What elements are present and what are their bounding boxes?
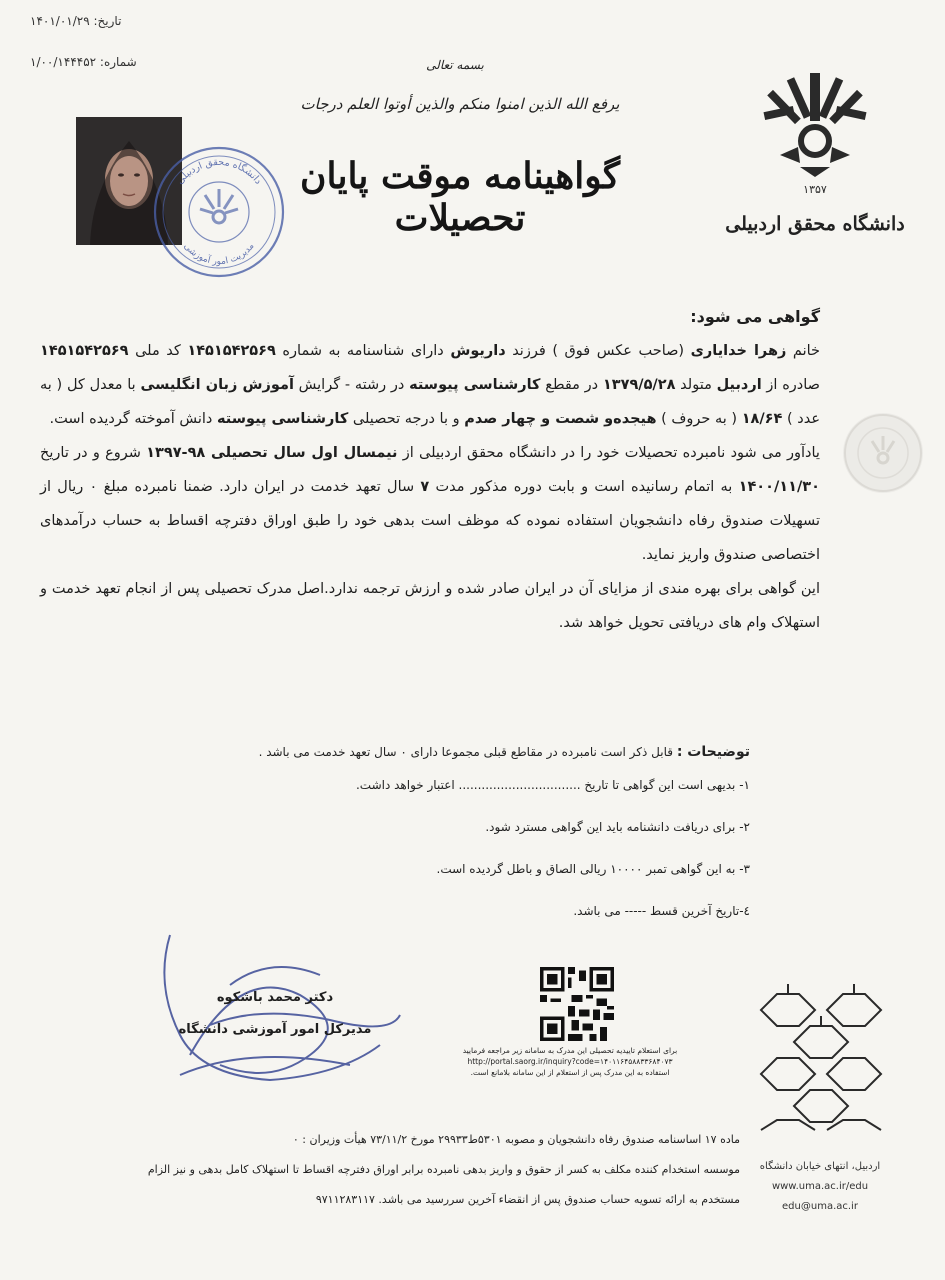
text-segment: کد ملی: [128, 343, 188, 359]
text-segment: و با درجه تحصیلی: [348, 411, 465, 427]
notes-heading: توضیحات :: [676, 744, 750, 760]
end-date: ۱۴۰۰/۱۱/۳۰: [738, 479, 820, 495]
certificate-paragraph-3: این گواهی برای بهره مندی از مزایای آن در ایران صادر شده و ارزش ترجمه ندارد.اصل مدرک تحصیلی پس از انجام تعهد خدمت و استهلاک وام های دریافتی تحویل خواهد شد.: [40, 581, 820, 631]
text-segment: یادآور می شود نامبرده تحصیلات خود را در دانشگاه محقق اردبیلی از: [397, 445, 820, 461]
gpa-words: هیجده‌و شصت و چهار صدم: [464, 411, 657, 427]
degree-level: کارشناسی پیوسته: [217, 411, 349, 427]
service-years: ۷: [420, 479, 430, 495]
date-label: تاریخ:: [93, 14, 122, 28]
student-name: زهرا خدایاری: [690, 343, 787, 359]
university-logo: [725, 65, 905, 255]
text-segment: متولد: [675, 377, 717, 393]
logo-text: دانشگاه محقق اردبیلی: [725, 213, 905, 235]
text-segment: صادره از: [761, 377, 820, 393]
text-segment: با معدل کل ( به عدد ): [40, 377, 820, 427]
note-item: ۲- برای دریافت دانشنامه باید این گواهی مسترد شود.: [485, 820, 750, 834]
note-item: ٤-تاریخ آخرین قسط ----- می باشد.: [573, 904, 750, 918]
svg-text:مدیریت امور آموزشی: [181, 241, 256, 267]
text-segment: به اتمام رسانیده است و بابت دوره مذکور مدت: [429, 479, 739, 495]
university-stamp: [150, 143, 288, 281]
date-value: ۱۴۰۱/۰۱/۲۹: [30, 14, 90, 28]
logo-year: ۱۳۵۷: [803, 183, 827, 196]
text-segment: شروع و در تاریخ: [40, 445, 147, 461]
qr-caption-line: استفاده به این مدرک پس از استعلام از این سامانه بلامانع است.: [470, 1068, 670, 1077]
number-line: [30, 55, 190, 69]
stamp-top-text: دانشگاه محقق اردبیلی: [174, 156, 264, 187]
notes-intro: قابل ذکر است نامبرده در مقاطع قبلی مجموعا دارای ۰ سال تعهد خدمت می باشد .: [258, 745, 673, 759]
number-label: شماره:: [99, 55, 137, 69]
website-link[interactable]: www.uma.ac.ir/edu: [771, 1181, 869, 1192]
footer-line: ماده ۱۷ اساسنامه صندوق رفاه دانشجویان و مصوبه ۵۳۰۱ط۲۹۹۳۳ مورخ ۷۳/۱۱/۲ هیأت وزیران : ۰: [292, 1133, 740, 1146]
date-line: [30, 14, 190, 28]
text-segment: در مقطع: [540, 377, 603, 393]
birth-city: اردبیل: [716, 377, 762, 393]
notes-section: [150, 740, 750, 932]
qr-caption-url: http://portal.saorg.ir/inquiry?code=۱۴۰۱۱۶۴۵۸۸۳۳۶۸۴۰۷۳: [467, 1057, 673, 1066]
note-item: ۳- به این گواهی تمبر ۱۰۰۰۰ ریالی الصاق و باطل گردیده است.: [436, 862, 750, 876]
text-segment: ( به حروف ): [656, 411, 742, 427]
start-term: نیمسال اول سال تحصیلی ۹۸-۱۳۹۷: [146, 445, 398, 461]
certificate-heading: گواهی می شود:: [690, 307, 820, 326]
national-code: ۱۴۵۱۵۴۲۵۶۹: [40, 343, 129, 359]
certificate-paragraph-2: [40, 436, 820, 572]
text-segment: در رشته - گرایش: [293, 377, 410, 393]
number-value: ۱/۰۰/۱۴۴۴۵۲: [30, 55, 97, 69]
quran-verse: یرفع الله الذین امنوا منکم والذین أوتوا العلم درجات: [300, 95, 620, 113]
footer-line: مستخدم به ارائه تسویه حساب صندوق پس از انقضاء آخرین سررسید می باشد. ۹۷۱۱۲۸۳۱۱۷: [315, 1193, 740, 1206]
embossed-seal: [838, 408, 928, 498]
note-item: ۱- بدیهی است این گواهی تا تاریخ ................................ اعتبار خواهد داشت.: [355, 778, 750, 792]
footer-line: موسسه استخدام کننده مکلف به کسر از حقوق و واریز بدهی نامبرده برابر اوراق دفترچه اقساط تا استهلاک کامل بدهی و نیز الزام: [147, 1163, 740, 1176]
text-segment: (صاحب عکس فوق ) فرزند: [505, 343, 691, 359]
stamp-bottom-text: مدیریت امور آموزشی: [181, 241, 257, 268]
signature: [150, 925, 410, 1095]
gpa-number: ۱۸/۶۴: [741, 411, 783, 427]
text-segment: دارای شناسنامه به شماره: [275, 343, 451, 359]
degree: کارشناسی پیوسته: [409, 377, 541, 393]
certificate-paragraph-1: [40, 334, 820, 436]
certificate-body: [40, 300, 820, 640]
basmala: بسمه تعالی: [426, 58, 484, 72]
signatory-name: دکتر محمد باشکوه: [216, 990, 334, 1005]
father-name: داریوش: [450, 343, 506, 359]
university-address: [740, 1157, 900, 1217]
decorative-pattern: [755, 980, 887, 1148]
certificate-title: گواهینامه موقت پایان تحصیلات: [300, 155, 620, 239]
signatory-title: مدیرکل امور آموزشی دانشگاه: [178, 1022, 372, 1037]
qr-code: [540, 967, 614, 1041]
qr-caption: [400, 1045, 740, 1078]
qr-caption-line: برای استعلام تاییدیه تحصیلی این مدرک به سامانه زیر مراجعه فرمایید: [462, 1046, 678, 1055]
address-line: اردبیل، انتهای خیابان دانشگاه: [759, 1161, 881, 1172]
text-segment: سال تعهد خدمت در ایران دارد. ضمنا نامبرده مبلغ ۰ ریال از تسهیلات صندوق رفاه دانشجویان استفاده نموده که موظف است بدهی خود را طبق اوراق دفترچه اقساط به حساب درآمدهای اختصاصی صندوق واریز نماید.: [40, 479, 820, 563]
field-of-study: آموزش زبان انگلیسی: [140, 377, 294, 393]
footer-legal: [40, 1125, 740, 1215]
id-number: ۱۴۵۱۵۴۲۵۶۹: [187, 343, 276, 359]
birth-date: ۱۳۷۹/۵/۲۸: [602, 377, 676, 393]
text-segment: دانش آموخته گردیده است.: [49, 411, 217, 427]
email-link[interactable]: edu@uma.ac.ir: [782, 1201, 858, 1212]
text-segment: خانم: [786, 343, 820, 359]
